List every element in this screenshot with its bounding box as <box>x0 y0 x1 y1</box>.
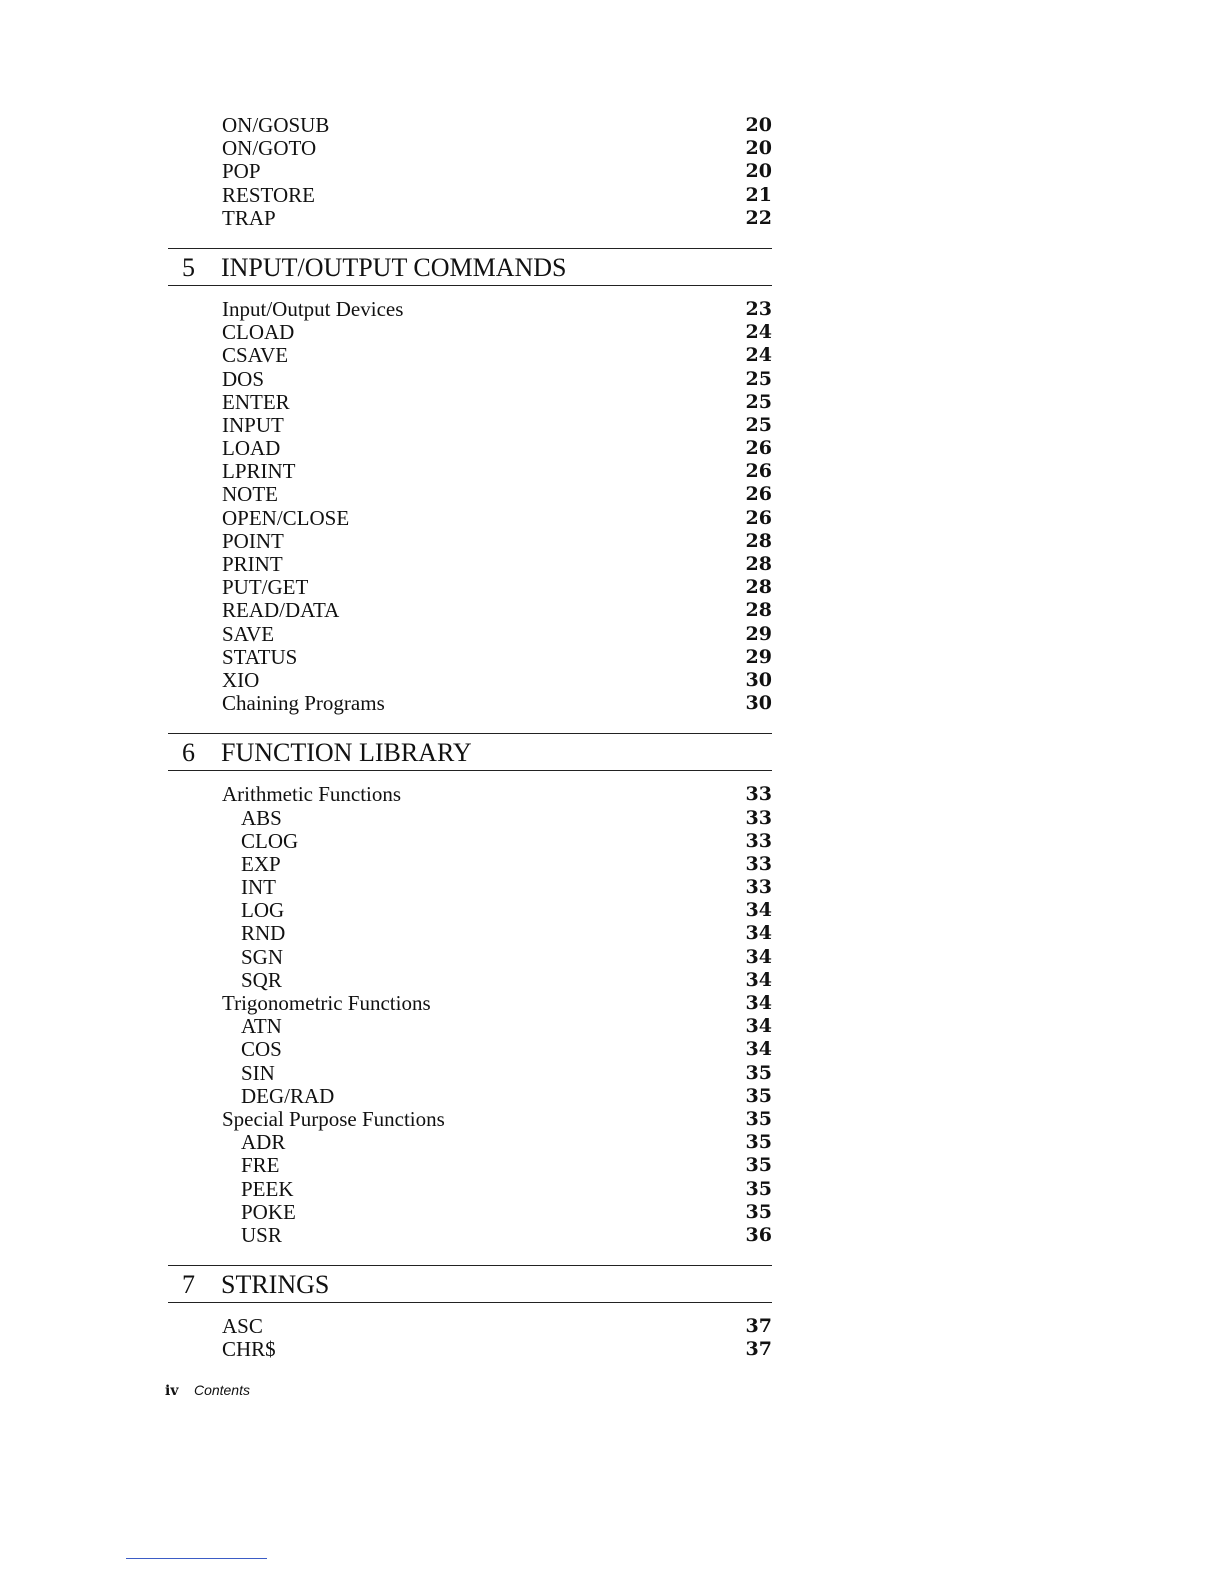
toc-entry-page-number: 20 <box>745 137 772 160</box>
toc-entry-label: INPUT <box>222 412 284 437</box>
toc-entry-label: POKE <box>241 1199 296 1224</box>
toc-entry <box>168 437 772 460</box>
toc-entry-label: ATN <box>241 1014 282 1039</box>
toc-entry-label: SIN <box>241 1060 275 1085</box>
toc-entry <box>168 1201 772 1224</box>
toc-entry-page-number: 36 <box>745 1223 772 1246</box>
toc-entry <box>168 184 772 207</box>
toc-entry <box>168 1178 772 1201</box>
toc-entry-page-number: 35 <box>745 1154 772 1177</box>
toc-entry <box>168 669 772 692</box>
toc-entry-label: CLOG <box>241 828 299 853</box>
toc-entry-page-number: 26 <box>745 483 772 506</box>
toc-entry-label: READ/DATA <box>222 598 340 623</box>
toc-entry-page-number: 34 <box>745 922 772 945</box>
chapter-number: 5 <box>182 252 195 282</box>
toc-entry-label: POP <box>222 159 261 184</box>
toc-entry-page-number: 20 <box>745 114 772 136</box>
toc-entry-label: RESTORE <box>222 182 315 207</box>
toc-entry-page-number: 28 <box>745 599 772 622</box>
toc-entry-page-number: 34 <box>745 992 772 1014</box>
toc-entry-page-number: 33 <box>745 806 772 829</box>
toc-entry-page-number: 34 <box>745 968 772 991</box>
chapter-title: FUNCTION LIBRARY <box>221 738 472 768</box>
toc-entry <box>168 1338 772 1361</box>
toc-entry <box>168 1315 772 1338</box>
toc-entry-page-number: 26 <box>745 506 772 529</box>
toc-entry-page-number: 33 <box>745 852 772 875</box>
toc-entry-label: SAVE <box>222 621 275 646</box>
toc-entry-label: Special Purpose Functions <box>222 1106 445 1131</box>
toc-entry-page-number: 35 <box>745 1131 772 1154</box>
toc-entry-page-number: 35 <box>745 1107 772 1130</box>
toc-entry-label: CLOAD <box>222 320 295 345</box>
toc-entry-label: OPEN/CLOSE <box>222 505 350 530</box>
toc-entry <box>168 922 772 945</box>
toc-entry-page-number: 21 <box>745 183 772 206</box>
toc-entry-label: SGN <box>241 944 284 969</box>
toc-entry-label: STATUS <box>222 644 298 669</box>
toc-entry-page-number: 25 <box>745 390 772 413</box>
toc-entry-label: PRINT <box>222 552 283 576</box>
toc-entry <box>168 321 772 344</box>
toc-entry <box>168 207 772 230</box>
toc-entry <box>168 969 772 992</box>
toc-entry <box>168 830 772 853</box>
toc-entry <box>168 1038 772 1061</box>
toc-entry-label: EXP <box>241 851 281 876</box>
table-of-contents <box>168 114 772 1361</box>
toc-entry-page-number: 33 <box>745 876 772 899</box>
toc-entry-page-number: 28 <box>745 529 772 552</box>
toc-entry-label: PEEK <box>241 1176 294 1201</box>
toc-entry-label: XIO <box>222 667 260 692</box>
toc-entry-page-number: 30 <box>745 692 772 715</box>
chapter-number: 7 <box>182 1270 195 1300</box>
toc-entry <box>168 344 772 367</box>
toc-entry-label: RND <box>241 921 286 946</box>
toc-entry-page-number: 29 <box>745 645 772 668</box>
footer-page-number: iv <box>165 1383 179 1399</box>
toc-entry-page-number: 24 <box>745 344 772 367</box>
toc-entry <box>168 483 772 506</box>
toc-entry-label: ENTER <box>222 389 290 414</box>
toc-entry-page-number: 20 <box>745 160 772 183</box>
toc-entry-label: COS <box>241 1037 282 1062</box>
toc-entry-page-number: 26 <box>745 460 772 483</box>
toc-entry <box>168 692 772 715</box>
toc-entry <box>168 414 772 437</box>
toc-entry <box>168 368 772 391</box>
toc-entry-label: TRAP <box>222 205 276 230</box>
toc-entry-page-number: 30 <box>745 668 772 691</box>
toc-entry <box>168 553 772 576</box>
toc-entry <box>168 623 772 646</box>
page-footer <box>165 1382 250 1400</box>
chapter-title: INPUT/OUTPUT COMMANDS <box>221 252 567 282</box>
toc-entry-page-number: 34 <box>745 945 772 968</box>
toc-entry-label: ASC <box>222 1314 263 1339</box>
toc-entry-page-number: 26 <box>745 437 772 460</box>
toc-entry-label: DOS <box>222 366 265 391</box>
toc-entry-page-number: 23 <box>745 297 772 320</box>
toc-entry-label: CSAVE <box>222 343 289 368</box>
chapter-list <box>168 248 772 1362</box>
toc-entry-label: LPRINT <box>222 459 296 484</box>
toc-entry <box>168 853 772 876</box>
toc-entry-page-number: 35 <box>745 1177 772 1200</box>
toc-entry-label: Arithmetic Functions <box>222 782 402 807</box>
toc-entry <box>168 1154 772 1177</box>
toc-entry-page-number: 34 <box>745 899 772 922</box>
toc-entry <box>168 992 772 1015</box>
toc-entry <box>168 114 772 137</box>
toc-entry-page-number: 34 <box>745 1038 772 1061</box>
toc-entry <box>168 946 772 969</box>
toc-entry-label: Input/Output Devices <box>222 296 404 321</box>
toc-entry-label: USR <box>241 1222 282 1247</box>
toc-entry-page-number: 35 <box>745 1061 772 1084</box>
toc-entry-label: FRE <box>241 1153 280 1178</box>
toc-entry-label: ON/GOSUB <box>222 113 330 137</box>
toc-entry <box>168 298 772 321</box>
toc-entry-label: ABS <box>241 805 282 830</box>
toc-entry-label: ADR <box>241 1130 286 1155</box>
toc-entry <box>168 137 772 160</box>
toc-entry-label: Chaining Programs <box>222 691 385 716</box>
chapter-heading <box>168 248 772 286</box>
toc-entry <box>168 807 772 830</box>
toc-entry <box>168 1224 772 1247</box>
toc-entry-page-number: 33 <box>745 829 772 852</box>
toc-entry <box>168 599 772 622</box>
toc-entry-label: LOAD <box>222 436 281 461</box>
toc-entry-page-number: 37 <box>745 1338 772 1361</box>
bottom-divider <box>126 1558 267 1559</box>
toc-entry <box>168 576 772 599</box>
chapter-number: 6 <box>182 738 195 768</box>
continued-entries <box>168 114 772 230</box>
toc-entry-label: PUT/GET <box>222 575 309 600</box>
toc-entry <box>168 783 772 806</box>
toc-entry-label: POINT <box>222 528 284 553</box>
toc-entry-page-number: 29 <box>745 622 772 645</box>
toc-entry-page-number: 35 <box>745 1200 772 1223</box>
toc-entry-label: INT <box>241 875 276 900</box>
chapter-heading <box>168 1265 772 1303</box>
toc-entry-page-number: 25 <box>745 413 772 436</box>
toc-entry <box>168 507 772 530</box>
toc-entry <box>168 646 772 669</box>
toc-entry-page-number: 35 <box>745 1084 772 1107</box>
toc-entry <box>168 1062 772 1085</box>
chapter-heading <box>168 733 772 771</box>
toc-entry-page-number: 28 <box>745 553 772 575</box>
toc-entry-page-number: 24 <box>745 321 772 344</box>
toc-entry-page-number: 28 <box>745 576 772 599</box>
toc-entry-label: NOTE <box>222 482 278 507</box>
toc-entry <box>168 1085 772 1108</box>
toc-entry <box>168 1131 772 1154</box>
toc-entry-page-number: 34 <box>745 1015 772 1038</box>
toc-entry <box>168 460 772 483</box>
footer-section-title: Contents <box>193 1382 250 1398</box>
toc-entry <box>168 1108 772 1131</box>
toc-entry-page-number: 22 <box>745 206 772 229</box>
toc-entry-label: Trigonometric Functions <box>222 991 431 1015</box>
toc-entry-label: CHR$ <box>222 1337 276 1362</box>
toc-entry-label: SQR <box>241 967 282 992</box>
toc-entry <box>168 899 772 922</box>
chapter-title: STRINGS <box>221 1270 330 1300</box>
toc-entry-label: LOG <box>241 898 285 923</box>
toc-entry <box>168 1015 772 1038</box>
toc-entry <box>168 530 772 553</box>
toc-entry-page-number: 37 <box>745 1315 772 1338</box>
toc-entry <box>168 391 772 414</box>
toc-entry-label: ON/GOTO <box>222 136 317 161</box>
toc-entry <box>168 876 772 899</box>
toc-entry-label: DEG/RAD <box>241 1083 335 1108</box>
toc-entry-page-number: 33 <box>745 783 772 806</box>
toc-entry-page-number: 25 <box>745 367 772 390</box>
toc-entry <box>168 160 772 183</box>
